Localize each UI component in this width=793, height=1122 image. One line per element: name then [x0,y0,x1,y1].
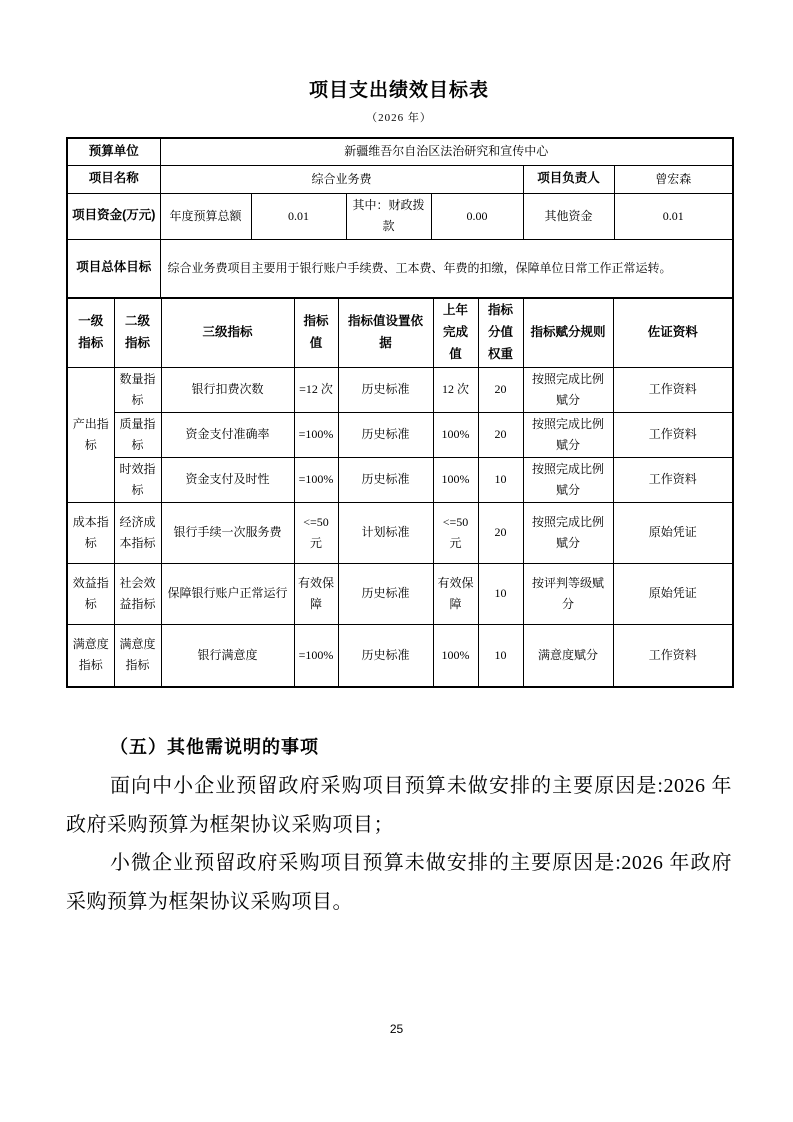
table-row [67,367,733,412]
info-table [66,137,734,299]
level3-cell: 银行扣费次数 [161,367,294,412]
overall-goal-label: 项目总体目标 [67,239,160,298]
level1-cell: 效益指标 [67,563,114,624]
level2-cell: 时效指标 [114,457,161,502]
indicator-table [66,297,734,688]
table-row [67,412,733,457]
evidence-cell: 工作资料 [613,367,733,412]
level3-cell: 银行手续一次服务费 [161,502,294,563]
other-funds-value: 0.01 [614,193,733,239]
overall-goal-row [67,239,733,298]
level2-cell: 质量指标 [114,412,161,457]
project-leader-value: 曾宏森 [614,165,733,193]
table-row [67,502,733,563]
table-row [67,624,733,687]
note-paragraph: 面向中小企业预留政府采购项目预算未做安排的主要原因是:2026 年政府采购预算为框架协议采购项目； [66,775,732,836]
table-row [67,563,733,624]
level3-cell: 银行满意度 [161,624,294,687]
budget-unit-row [67,138,733,165]
last-year-cell: 100% [433,412,478,457]
weight-cell: 20 [478,367,523,412]
weight-cell: 20 [478,502,523,563]
header-level2: 二级指标 [114,298,161,367]
rule-cell: 按评判等级赋分 [523,563,613,624]
header-last-year: 上年完成值 [433,298,478,367]
weight-cell: 10 [478,563,523,624]
weight-cell: 10 [478,624,523,687]
project-leader-label: 项目负责人 [523,165,614,193]
header-evidence: 佐证资料 [613,298,733,367]
last-year-cell: 100% [433,457,478,502]
value-cell: =12 次 [294,367,338,412]
header-value: 指标值 [294,298,338,367]
level3-cell: 保障银行账户正常运行 [161,563,294,624]
evidence-cell: 原始凭证 [613,502,733,563]
level1-cell: 产出指标 [67,367,114,502]
basis-cell: 历史标准 [338,624,433,687]
level2-cell: 数量指标 [114,367,161,412]
note-paragraph: 小微企业预留政府采购项目预算未做安排的主要原因是:2026 年政府采购预算为框架协议采购项目。 [66,852,732,913]
project-funds-label: 项目资金(万元) [67,193,160,239]
budget-unit-value: 新疆维吾尔自治区法治研究和宣传中心 [160,138,733,165]
other-funds-label: 其他资金 [523,193,614,239]
annual-budget-label: 年度预算总额 [160,193,251,239]
table-row [67,457,733,502]
document-subtitle: （2026 年） [366,112,432,124]
overall-goal-value: 综合业务费项目主要用于银行账户手续费、工本费、年费的扣缴，保障单位日常工作正常运转。 [160,239,733,298]
rule-cell: 按照完成比例赋分 [523,412,613,457]
value-cell: =100% [294,457,338,502]
notes-section [66,734,732,921]
basis-cell: 历史标准 [338,412,433,457]
fiscal-allocation-label: 其中：财政拨款 [346,193,431,239]
document-title: 项目支出绩效目标表 [308,80,489,101]
level2-cell: 经济成本指标 [114,502,161,563]
evidence-cell: 工作资料 [613,624,733,687]
rule-cell: 按照完成比例赋分 [523,367,613,412]
last-year-cell: 12 次 [433,367,478,412]
project-name-value: 综合业务费 [160,165,523,193]
annual-budget-value: 0.01 [251,193,346,239]
level2-cell: 满意度指标 [114,624,161,687]
level1-cell: 满意度指标 [67,624,114,687]
rule-cell: 满意度赋分 [523,624,613,687]
project-name-row [67,165,733,193]
basis-cell: 计划标准 [338,502,433,563]
weight-cell: 20 [478,412,523,457]
header-level3: 三级指标 [161,298,294,367]
value-cell: =100% [294,412,338,457]
value-cell: <=50 元 [294,502,338,563]
notes-heading: （五）其他需说明的事项 [110,737,319,758]
evidence-cell: 工作资料 [613,457,733,502]
last-year-cell: 有效保障 [433,563,478,624]
indicator-header-row [67,298,733,367]
evidence-cell: 原始凭证 [613,563,733,624]
level2-cell: 社会效益指标 [114,563,161,624]
evidence-cell: 工作资料 [613,412,733,457]
basis-cell: 历史标准 [338,563,433,624]
value-cell: =100% [294,624,338,687]
level3-cell: 资金支付准确率 [161,412,294,457]
value-cell: 有效保障 [294,563,338,624]
header-weight: 指标分值权重 [478,298,523,367]
level3-cell: 资金支付及时性 [161,457,294,502]
budget-unit-label: 预算单位 [67,138,160,165]
header-basis: 指标值设置依据 [338,298,433,367]
fiscal-allocation-value: 0.00 [431,193,523,239]
basis-cell: 历史标准 [338,367,433,412]
weight-cell: 10 [478,457,523,502]
project-funds-row [67,193,733,239]
page-number: 25 [389,1022,404,1036]
last-year-cell: <=50 元 [433,502,478,563]
basis-cell: 历史标准 [338,457,433,502]
header-rule: 指标赋分规则 [523,298,613,367]
last-year-cell: 100% [433,624,478,687]
project-name-label: 项目名称 [67,165,160,193]
header-level1: 一级指标 [67,298,114,367]
level1-cell: 成本指标 [67,502,114,563]
rule-cell: 按照完成比例赋分 [523,457,613,502]
rule-cell: 按照完成比例赋分 [523,502,613,563]
